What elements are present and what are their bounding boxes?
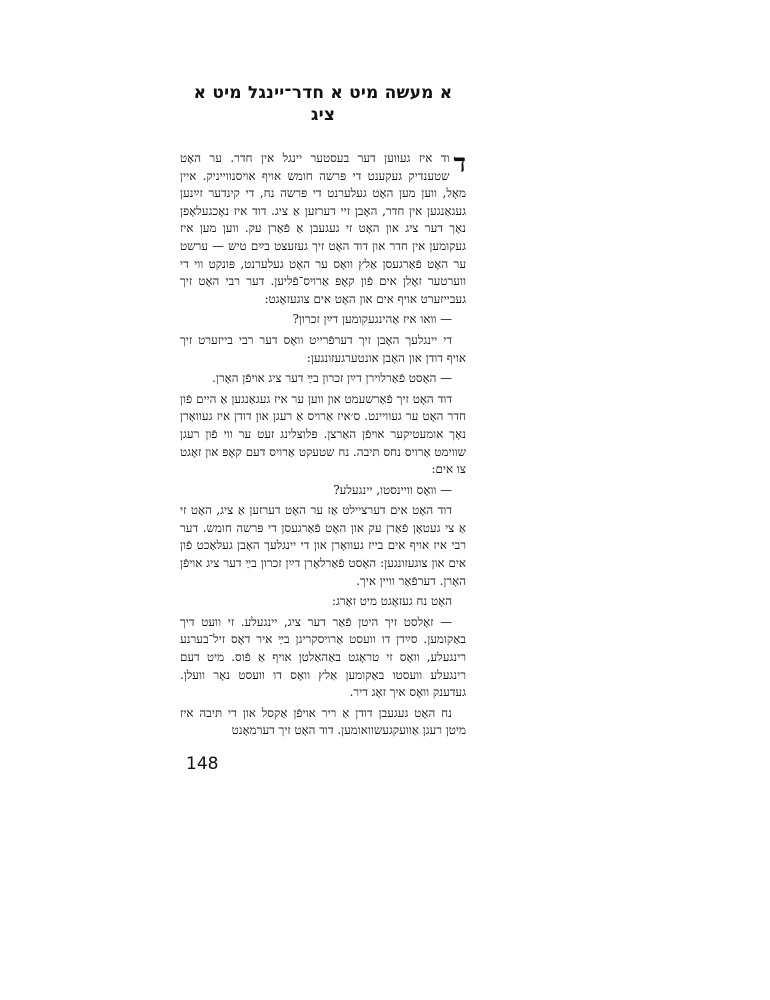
paragraph: האָט נח געזאָגט מיט זאָרג:	[331, 594, 452, 609]
paragraph: נח האָט געגעבן דודן אַ ריר אויפֿן אַקסל און די תּיבה איז מיטן רעגן אַוועקגעשוואומען. דוד האָט זיך דערמאָנט	[180, 705, 466, 738]
drop-cap-letter: ד	[453, 149, 466, 179]
page-title: א מעשה מיט א חדר־יינגל מיט א ציג	[193, 83, 453, 125]
paragraph	[180, 150, 466, 308]
paragraph: דוד האָט זיך פֿאַרשעמט און ווען ער איז געגאַנגען אַ היים פֿון חדר האָט ער געוויינט. ס׳איז אַרויס אַ רעגן און דודן איז געוואָרן נאָך אומעטיקער אויפֿן האַרצן. פּלוצלינג זעט ער ווי פֿון רעגן שווימט אַרויס נחס תּיבה. נח שטעקט אַרויס דעם קאָפּ און זאָגט צו אים:	[180, 391, 466, 477]
paragraph: — זאָלסט זיך היטן פֿאַר דער ציג, יינגעלע. זי וועט דיך באַקומען. סײַדן דו וועסט אַרויסקריגן בײַ איר דאָס זיל־בערנע רינגעלע, וואָס זי טראָגט באַהאַלטן אויף אַ פֿוס. מיט דעם רינגעלע וועסטו באַקומען אַלץ וואָס דו וועסט נאָר וועלן. געדענק וואָס איך זאָג דיר.	[180, 614, 466, 700]
story-text	[180, 150, 466, 740]
paragraph: דוד האָט אים דערציילט אַז ער האָט דערזען אַ ציג, האָט זי אַ צי געטאָן פֿאַרן עק און האָט פֿאַרגעסן די פּרשה חומש. דער רבי איז אויף אים בייז געוואָרן און די יינגלעך האָבן געלאַכט פֿון אים און צוגעזונגען: האָסט פֿאַרלאָרן דײַן זכרון בײַ דער ציג אויפֿן האָרן. דערפֿאַר וויין איך.	[180, 503, 466, 588]
paragraph: די יינגלעך האָבן זיך דערפֿרייט וואָס דער רבי בייזערט זיך אויף דודן און האָבן אונטערגעזונגען:	[180, 332, 466, 365]
paragraph-text: וד איז געווען דער בעסטער יינגל אין חדר. ער האָט שטענדיק געקענט די פּרשה חומש אויף אויסנווייניק. איין מאָל, ווען מען האָט געלערנט די פּרשה נח, די קינדער זײַנען געגאַנגען אין חדר, האָבן זיי דערזען אַ ציג. דוד איז נאָכגעלאָפן נאָך דער ציג און האָט זי געגעבן אַ פֿאַרן עק. ווען מען איז געקומען אין חדר און דוד האָט זיך געזעצט בײַם טיש — ערשט ער האָט פֿאַרגעסן אַלץ וואָס ער האָט געלערנט, פּונקט ווי די ווערטער זאָלן אים פֿון קאָפּ אַרויס־פֿליען. דער רבי האָט זיך געבייזערט אויף אים און האָט אים צוגעזאָגט:	[180, 151, 466, 306]
page-number: 148	[186, 754, 219, 774]
paragraph: — וואָס וויינסטו, יינגעלע?	[333, 482, 452, 497]
book-page	[180, 82, 466, 774]
paragraph: — האָסט פֿאַרלוירן דײַן זכרון בײַ דער ציג אויפֿן האָרן.	[212, 371, 452, 386]
paragraph: — וואו איז אַהינגעקומען דײַן זכרון?	[292, 312, 452, 327]
